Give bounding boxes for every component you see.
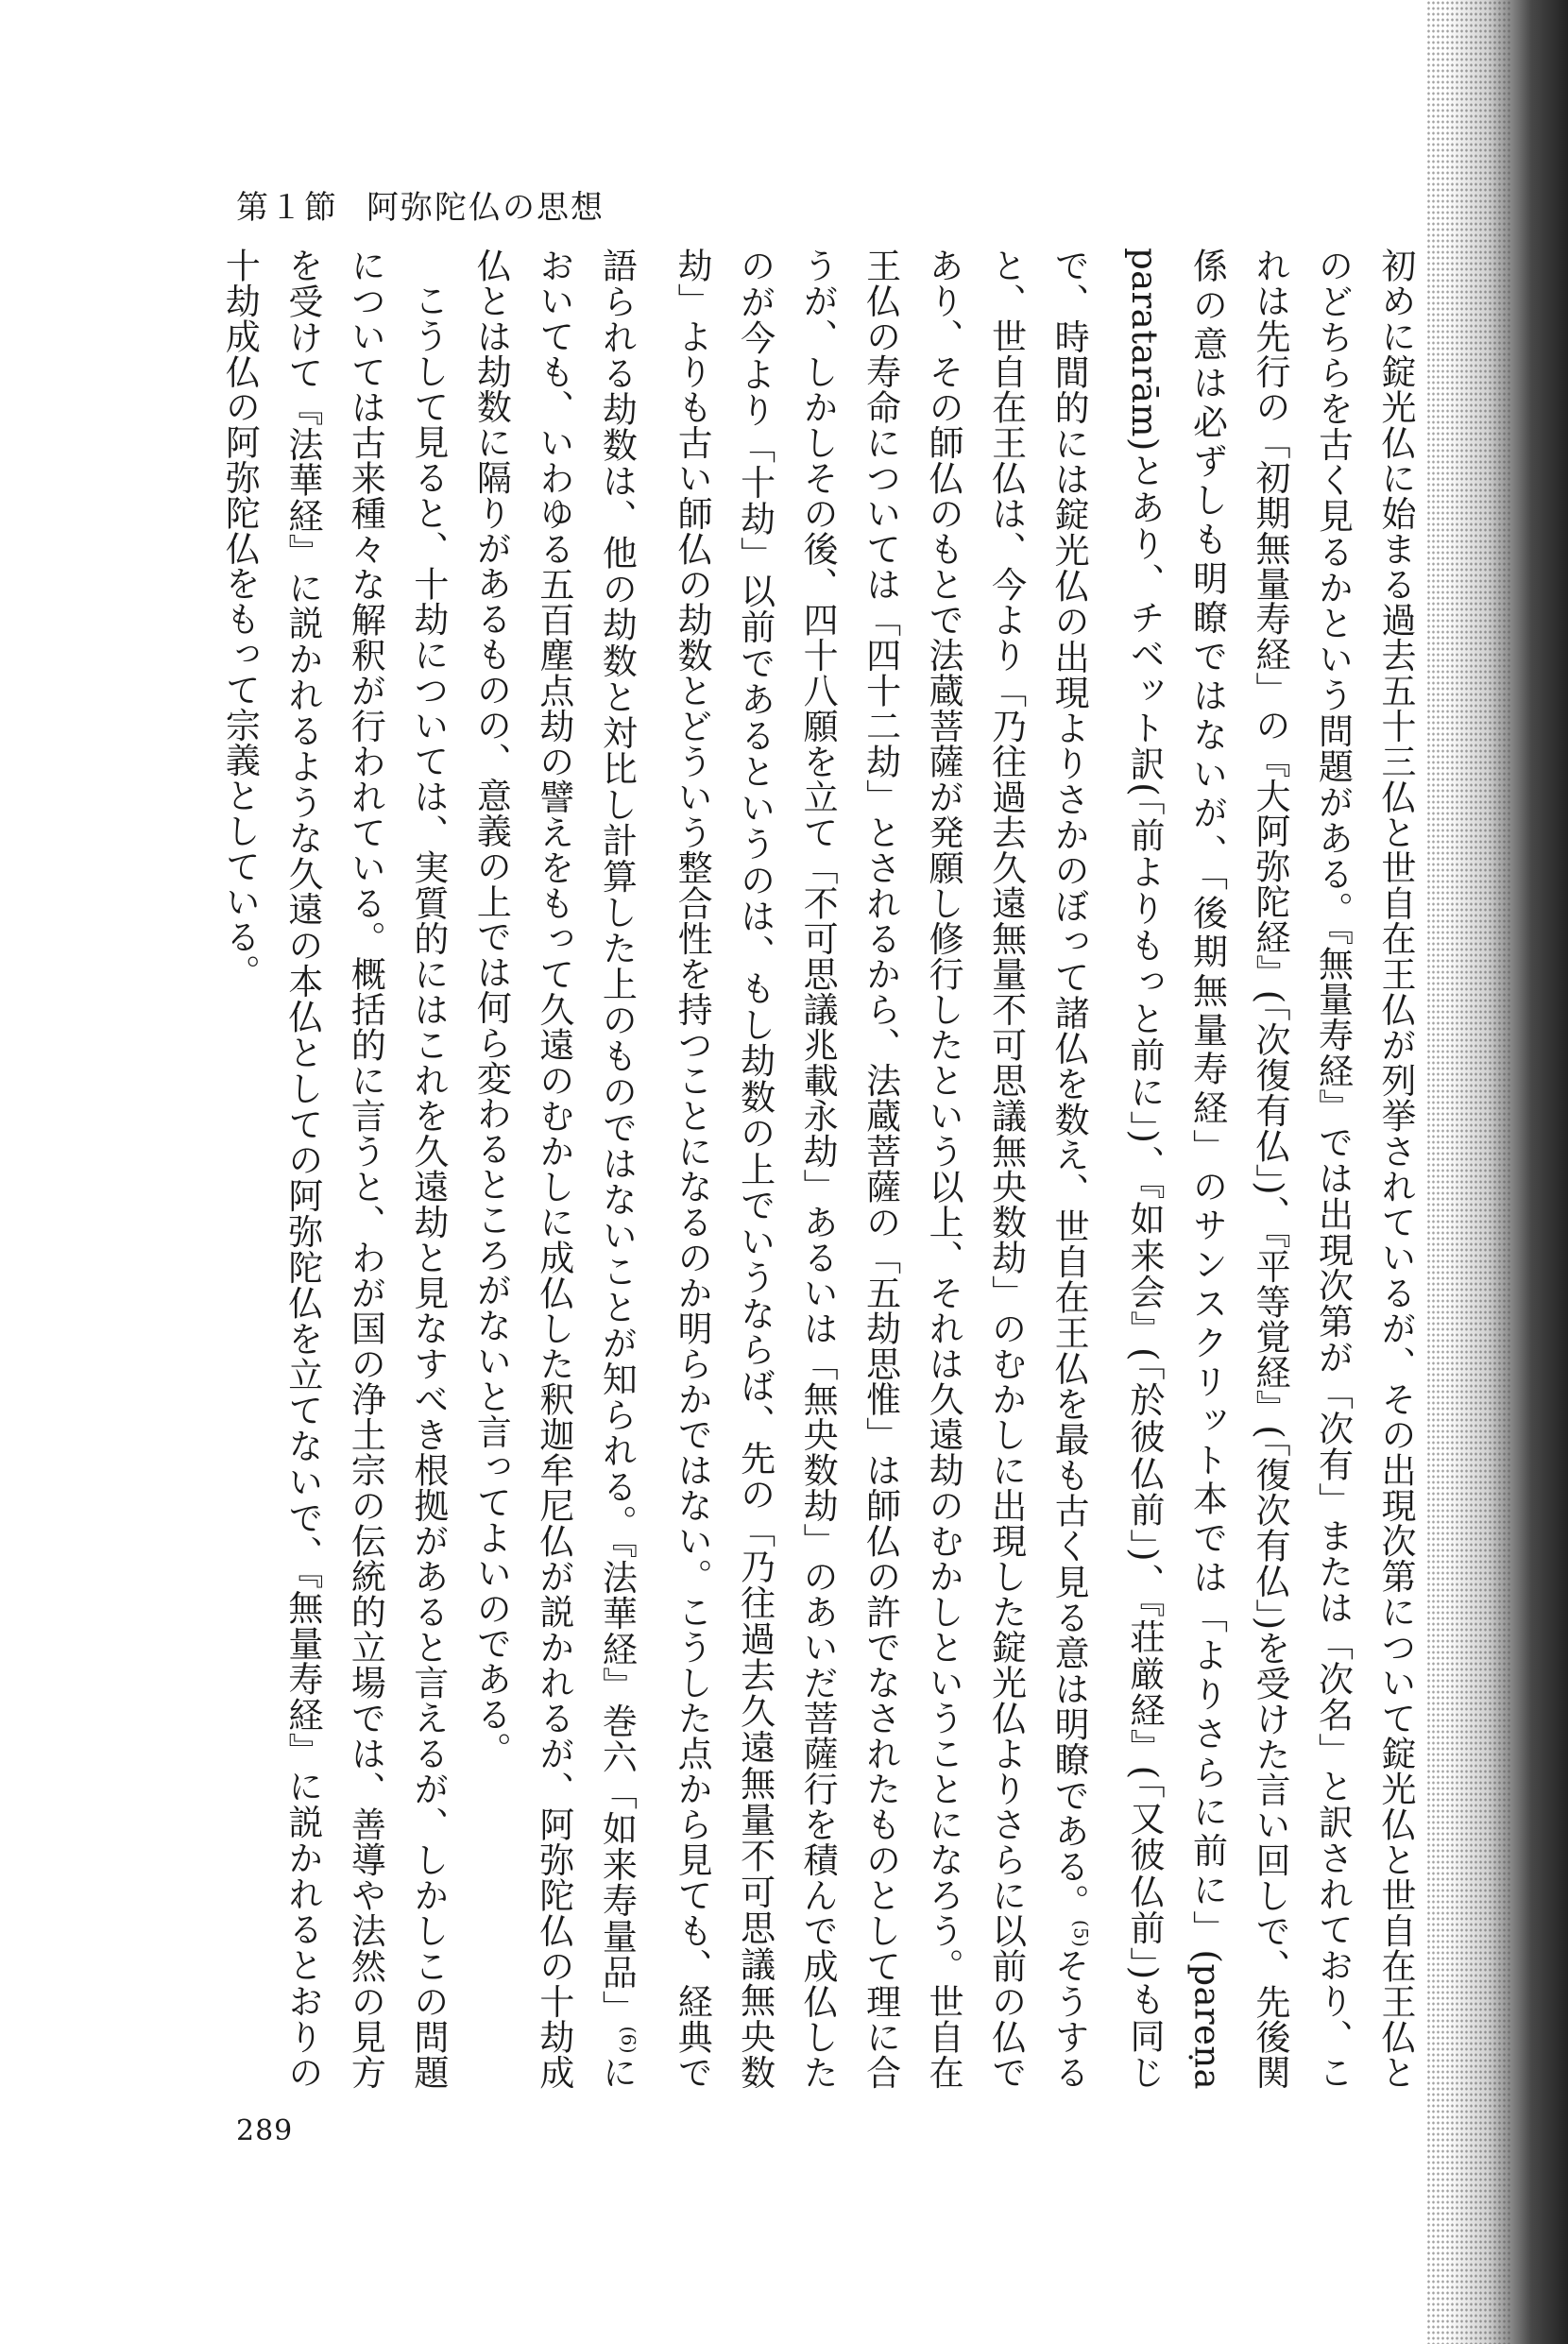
- note-reference: (5): [1069, 1919, 1093, 1948]
- note-reference: (6): [617, 2026, 640, 2054]
- page-number: 289: [236, 2114, 294, 2147]
- paragraph-text: そうすると、世自在王仏は、今より「乃往過去久遠無量不可思議無央数劫」のむかしに出現した錠光仏よりさらに以前の仏であり、その師仏のもとで法蔵菩薩が発願し修行したという以上、それは久遠劫のむかしということになろう。世自在王仏の寿命については「四十二劫」とされるから、法蔵菩薩の「五劫思惟」は師仏の許でなされたものとして理に合うが、しかしその後、四十八願を立て「不可思議兆載永劫」あるいは「無央数劫」のあいだ菩薩行を積んで成仏したのが今より「十劫」以前であるというのは、もし劫数の上でいうならば、先の「乃往過去久遠無量不可思議無央数劫」よりも古い師仏の劫数とどういう整合性を持つことになるのか明らかではない。こうした点から見ても、経典で語られる劫数は、他の劫数と対比し計算した上のものではないことが知られる。『法華経』巻六「如来寿量品」: [596, 248, 1090, 2090]
- paragraph-text: 初めに錠光仏に始まる過去五十三仏と世自在王仏が列挙されているが、その出現次第について錠光仏と世自在王仏とのどちらを古く見るかという問題がある。『無量寿経』では出現次第が「次有」または「次名」と訳されており、これは先行の「初期無量寿経」の『大阿弥陀経』(「次復有仏」)、『平等覚経』(「復次有仏」)を受けた言い回しで、先後関係の意は必ずしも明瞭ではないが、「後期無量寿経」のサンスクリット本では「よりさらに前に」(pareṇa paratarām)とあり、チベット訳(「前よりもっと前に」)、『如来会』(「於彼仏前」)、『荘厳経』(「又彼仏前」)も同じで、時間的には錠光仏の出現よりさかのぼって諸仏を数え、世自在王仏を最も古く見る意は明瞭である。: [1048, 248, 1416, 2090]
- paragraph: こうして見ると、十劫については、実質的にはこれを久遠劫と見なすべき根拠があると言えるが、しかしこの問題については古来種々な解釈が行われている。概括的に言うと、わが国の浄土宗の伝統的立場では、善導や法然の見方を受けて『法華経』に説かれるような久遠の本仏としての阿弥陀仏を立てないで、『無量寿経』に説かれるとおりの十劫成仏の阿弥陀仏をもって宗義としている。: [219, 248, 449, 2090]
- section-title: 阿弥陀仏の思想: [366, 189, 605, 227]
- body-text: [184, 248, 1426, 2090]
- running-head: [236, 181, 605, 228]
- scan-edge-texture: [1426, 0, 1511, 2344]
- paragraph: [459, 248, 1426, 2090]
- paragraph-text: においても、いわゆる五百塵点劫の譬えをもって久遠のむかしに成仏した釈迦牟尼仏が説かれるが、阿弥陀仏の十劫成仏とは劫数に隔りがあるものの、意義の上では何ら変わるところがないと言ってよいのである。: [470, 248, 638, 2090]
- section-number: 第１節: [236, 189, 338, 227]
